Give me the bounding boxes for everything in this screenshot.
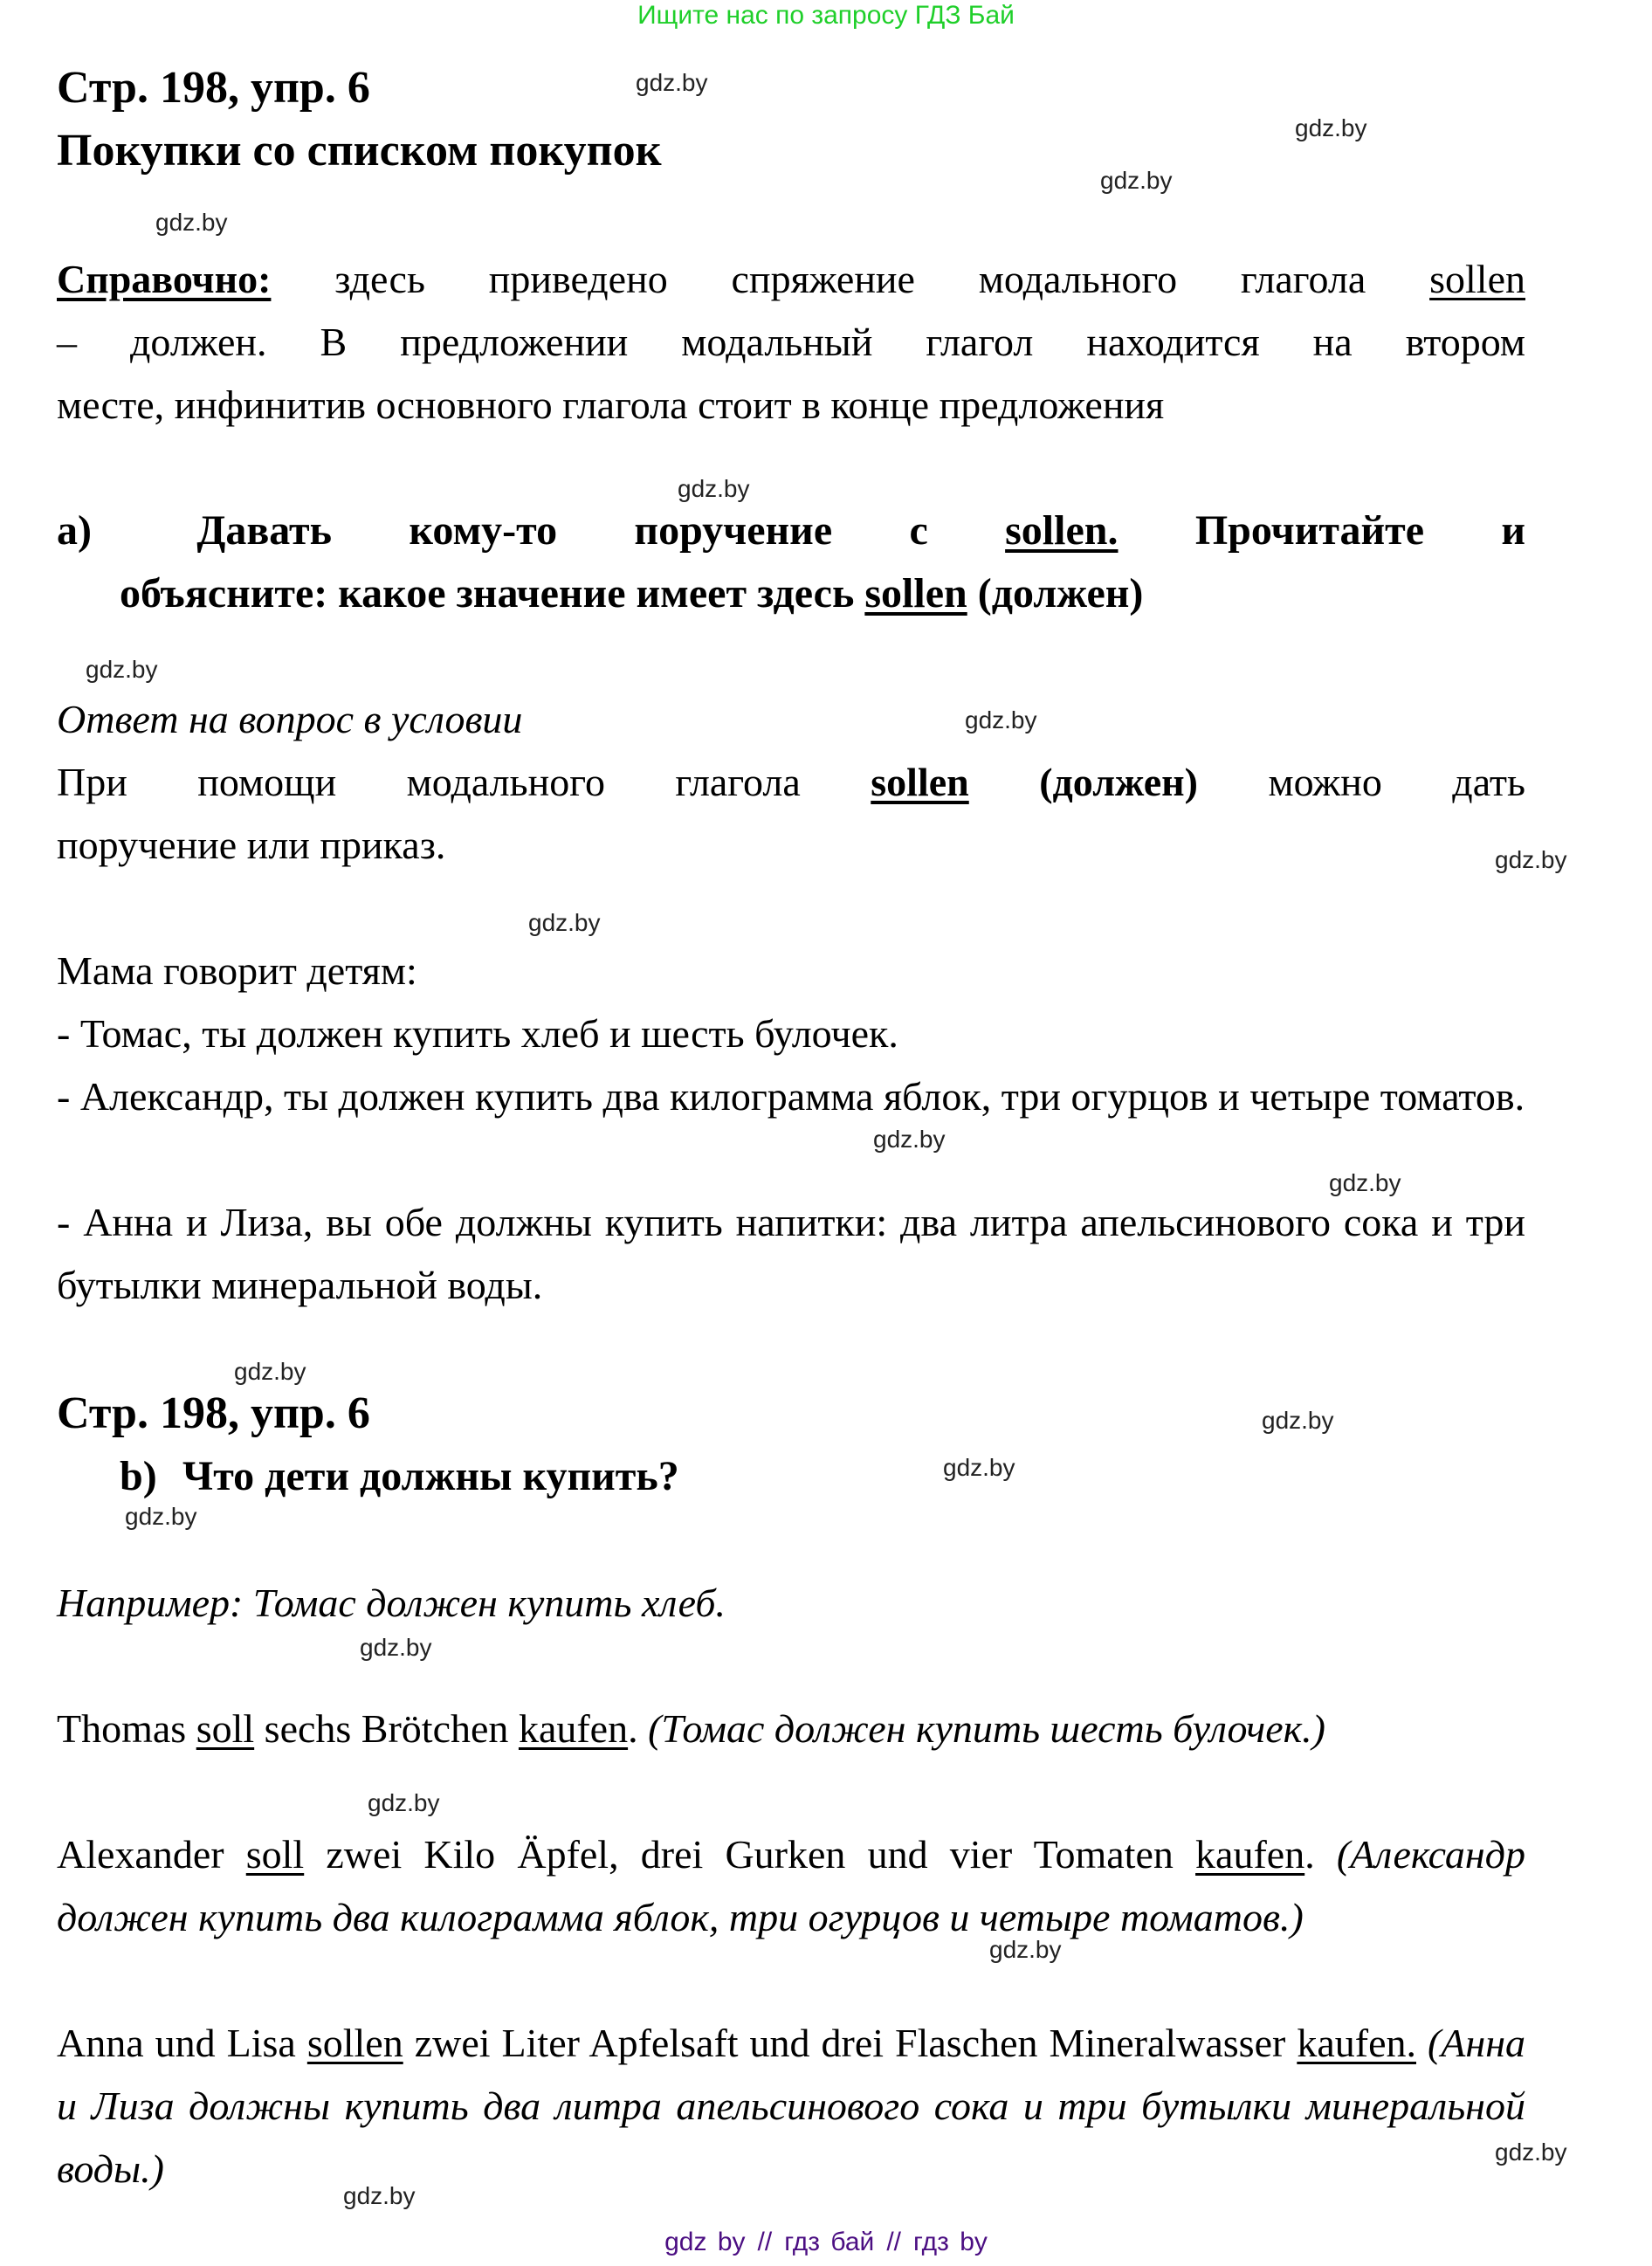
watermark: gdz.by	[873, 1126, 946, 1153]
sentence-object: zwei Liter Apfelsaft und drei Flaschen Mineralwasser	[414, 2021, 1286, 2065]
task-a-keyword-2: sollen	[864, 570, 967, 616]
sentence-modal: sollen	[306, 2021, 403, 2065]
task-a-text-3: (должен)	[977, 570, 1144, 616]
page-title: Покупки со списком покупок	[57, 126, 662, 176]
section-1	[57, 57, 1525, 183]
watermark: gdz.by	[125, 1503, 197, 1530]
watermark: gdz.by	[360, 1634, 432, 1661]
watermark: gdz.by	[636, 69, 708, 96]
task-b-text: Что дети должны купить?	[182, 1453, 679, 1499]
answer-text-after-1: можно дать	[1268, 760, 1526, 804]
footer-separator: //	[757, 2228, 773, 2256]
sentence-object: zwei Kilo Äpfel, drei Gurken und vier Tomaten	[326, 1832, 1174, 1877]
task-a-keyword-1: sollen.	[1005, 507, 1119, 554]
watermark: gdz.by	[1100, 167, 1173, 194]
task-a-line-2	[57, 562, 1525, 625]
task-a-line-1	[57, 499, 1525, 562]
answer-keyword: sollen	[871, 760, 969, 804]
task-a-text-1: Давать кому-то поручение с	[196, 507, 928, 554]
example-line: Например: Томас должен купить хлеб.	[57, 1581, 726, 1625]
sentence-verb: kaufen	[1195, 1832, 1305, 1877]
sentence-translation: (Томас должен купить шесть булочек.)	[648, 1706, 1325, 1751]
watermark: gdz.by	[1495, 846, 1567, 873]
watermark: gdz.by	[1329, 1169, 1401, 1196]
watermark: gdz.by	[989, 1936, 1062, 1963]
sentence-3	[57, 2012, 1525, 2201]
note-label: Справочно:	[57, 257, 272, 301]
sentence-verb: kaufen	[518, 1706, 629, 1751]
note-text: здесь приведено спряжение модального глагола	[334, 257, 1366, 301]
sentence-translation: (Александр должен купить два килограмма яблок, три огурцов и четыре томатов.)	[57, 1832, 1525, 1939]
watermark: gdz.by	[86, 656, 158, 683]
dialogue-intro: Мама говорит детям:	[57, 948, 417, 993]
task-a-text-2b: объясните: какое значение имеет здесь	[120, 570, 855, 616]
answer-line-2: поручение или приказ.	[57, 823, 446, 867]
footer-link[interactable]: гдз by	[913, 2228, 988, 2256]
answer-text: При помощи модального глагола	[57, 760, 801, 804]
sentence-object: sechs Brötchen	[264, 1706, 509, 1751]
task-a-label: a)	[57, 507, 92, 554]
dialogue-line: - Анна и Лиза, вы обе должны купить напитки: два литра апельсинового сока и три бутылки минеральной воды.	[57, 1200, 1525, 1307]
sentence-1	[57, 1698, 1525, 1760]
reference-note	[57, 248, 1525, 311]
watermark: gdz.by	[965, 706, 1037, 734]
sentence-subject: Thomas	[57, 1706, 187, 1751]
sentence-subject: Alexander	[57, 1832, 224, 1877]
dialogue-line: - Александр, ты должен купить два килограмма яблок, три огурцов и четыре томатов.	[57, 1074, 1525, 1119]
watermark: gdz.by	[234, 1358, 306, 1385]
sentence-modal: soll	[245, 1832, 305, 1877]
sentence-end: .	[1304, 1832, 1315, 1877]
task-b	[57, 1445, 1525, 1508]
note-keyword: sollen	[1429, 257, 1526, 301]
answer-paren: (должен)	[1039, 760, 1198, 804]
watermark: gdz.by	[1262, 1407, 1334, 1434]
sentence-modal: soll	[196, 1706, 255, 1751]
task-b-label: b)	[120, 1453, 157, 1499]
section-2	[57, 1382, 1525, 1508]
task-a	[57, 499, 1525, 625]
watermark: gdz.by	[678, 475, 750, 502]
page-heading: Стр. 198, упр. 6	[57, 63, 370, 113]
footer-link[interactable]: gdz by	[664, 2228, 746, 2256]
page-heading-2: Стр. 198, упр. 6	[57, 1388, 370, 1438]
note-line-2: – должен. В предложении модальный глагол находится на втором	[57, 320, 1525, 364]
footer-separator: //	[886, 2228, 901, 2256]
watermark: gdz.by	[1495, 2139, 1567, 2166]
task-a-text-2a: Прочитайте и	[1194, 507, 1526, 554]
watermark: gdz.by	[343, 2182, 416, 2209]
footer-links	[0, 2225, 1652, 2260]
dialogue-line: - Томас, ты должен купить хлеб и шесть булочек.	[57, 1011, 898, 1056]
watermark: gdz.by	[155, 209, 228, 236]
sentence-end: .	[628, 1706, 638, 1751]
answer-caption: Ответ на вопрос в условии	[57, 697, 523, 741]
note-line-3: месте, инфинитив основного глагола стоит в конце предложения	[57, 382, 1165, 427]
watermark: gdz.by	[1295, 114, 1367, 141]
watermark: gdz.by	[368, 1789, 440, 1816]
sentence-translation: (Анна и Лиза должны купить два литра апельсинового сока и три бутылки минеральной воды.)	[57, 2021, 1526, 2191]
sentence-2	[57, 1823, 1525, 1949]
watermark: gdz.by	[528, 909, 601, 936]
sentence-subject: Anna und Lisa	[57, 2021, 296, 2065]
watermark: gdz.by	[943, 1454, 1015, 1481]
answer-line-1	[57, 751, 1525, 814]
search-banner: Ищите нас по запросу ГДЗ Бай	[637, 1, 1015, 30]
footer-link[interactable]: гдз бай	[784, 2228, 875, 2256]
sentence-verb: kaufen.	[1297, 2021, 1416, 2065]
